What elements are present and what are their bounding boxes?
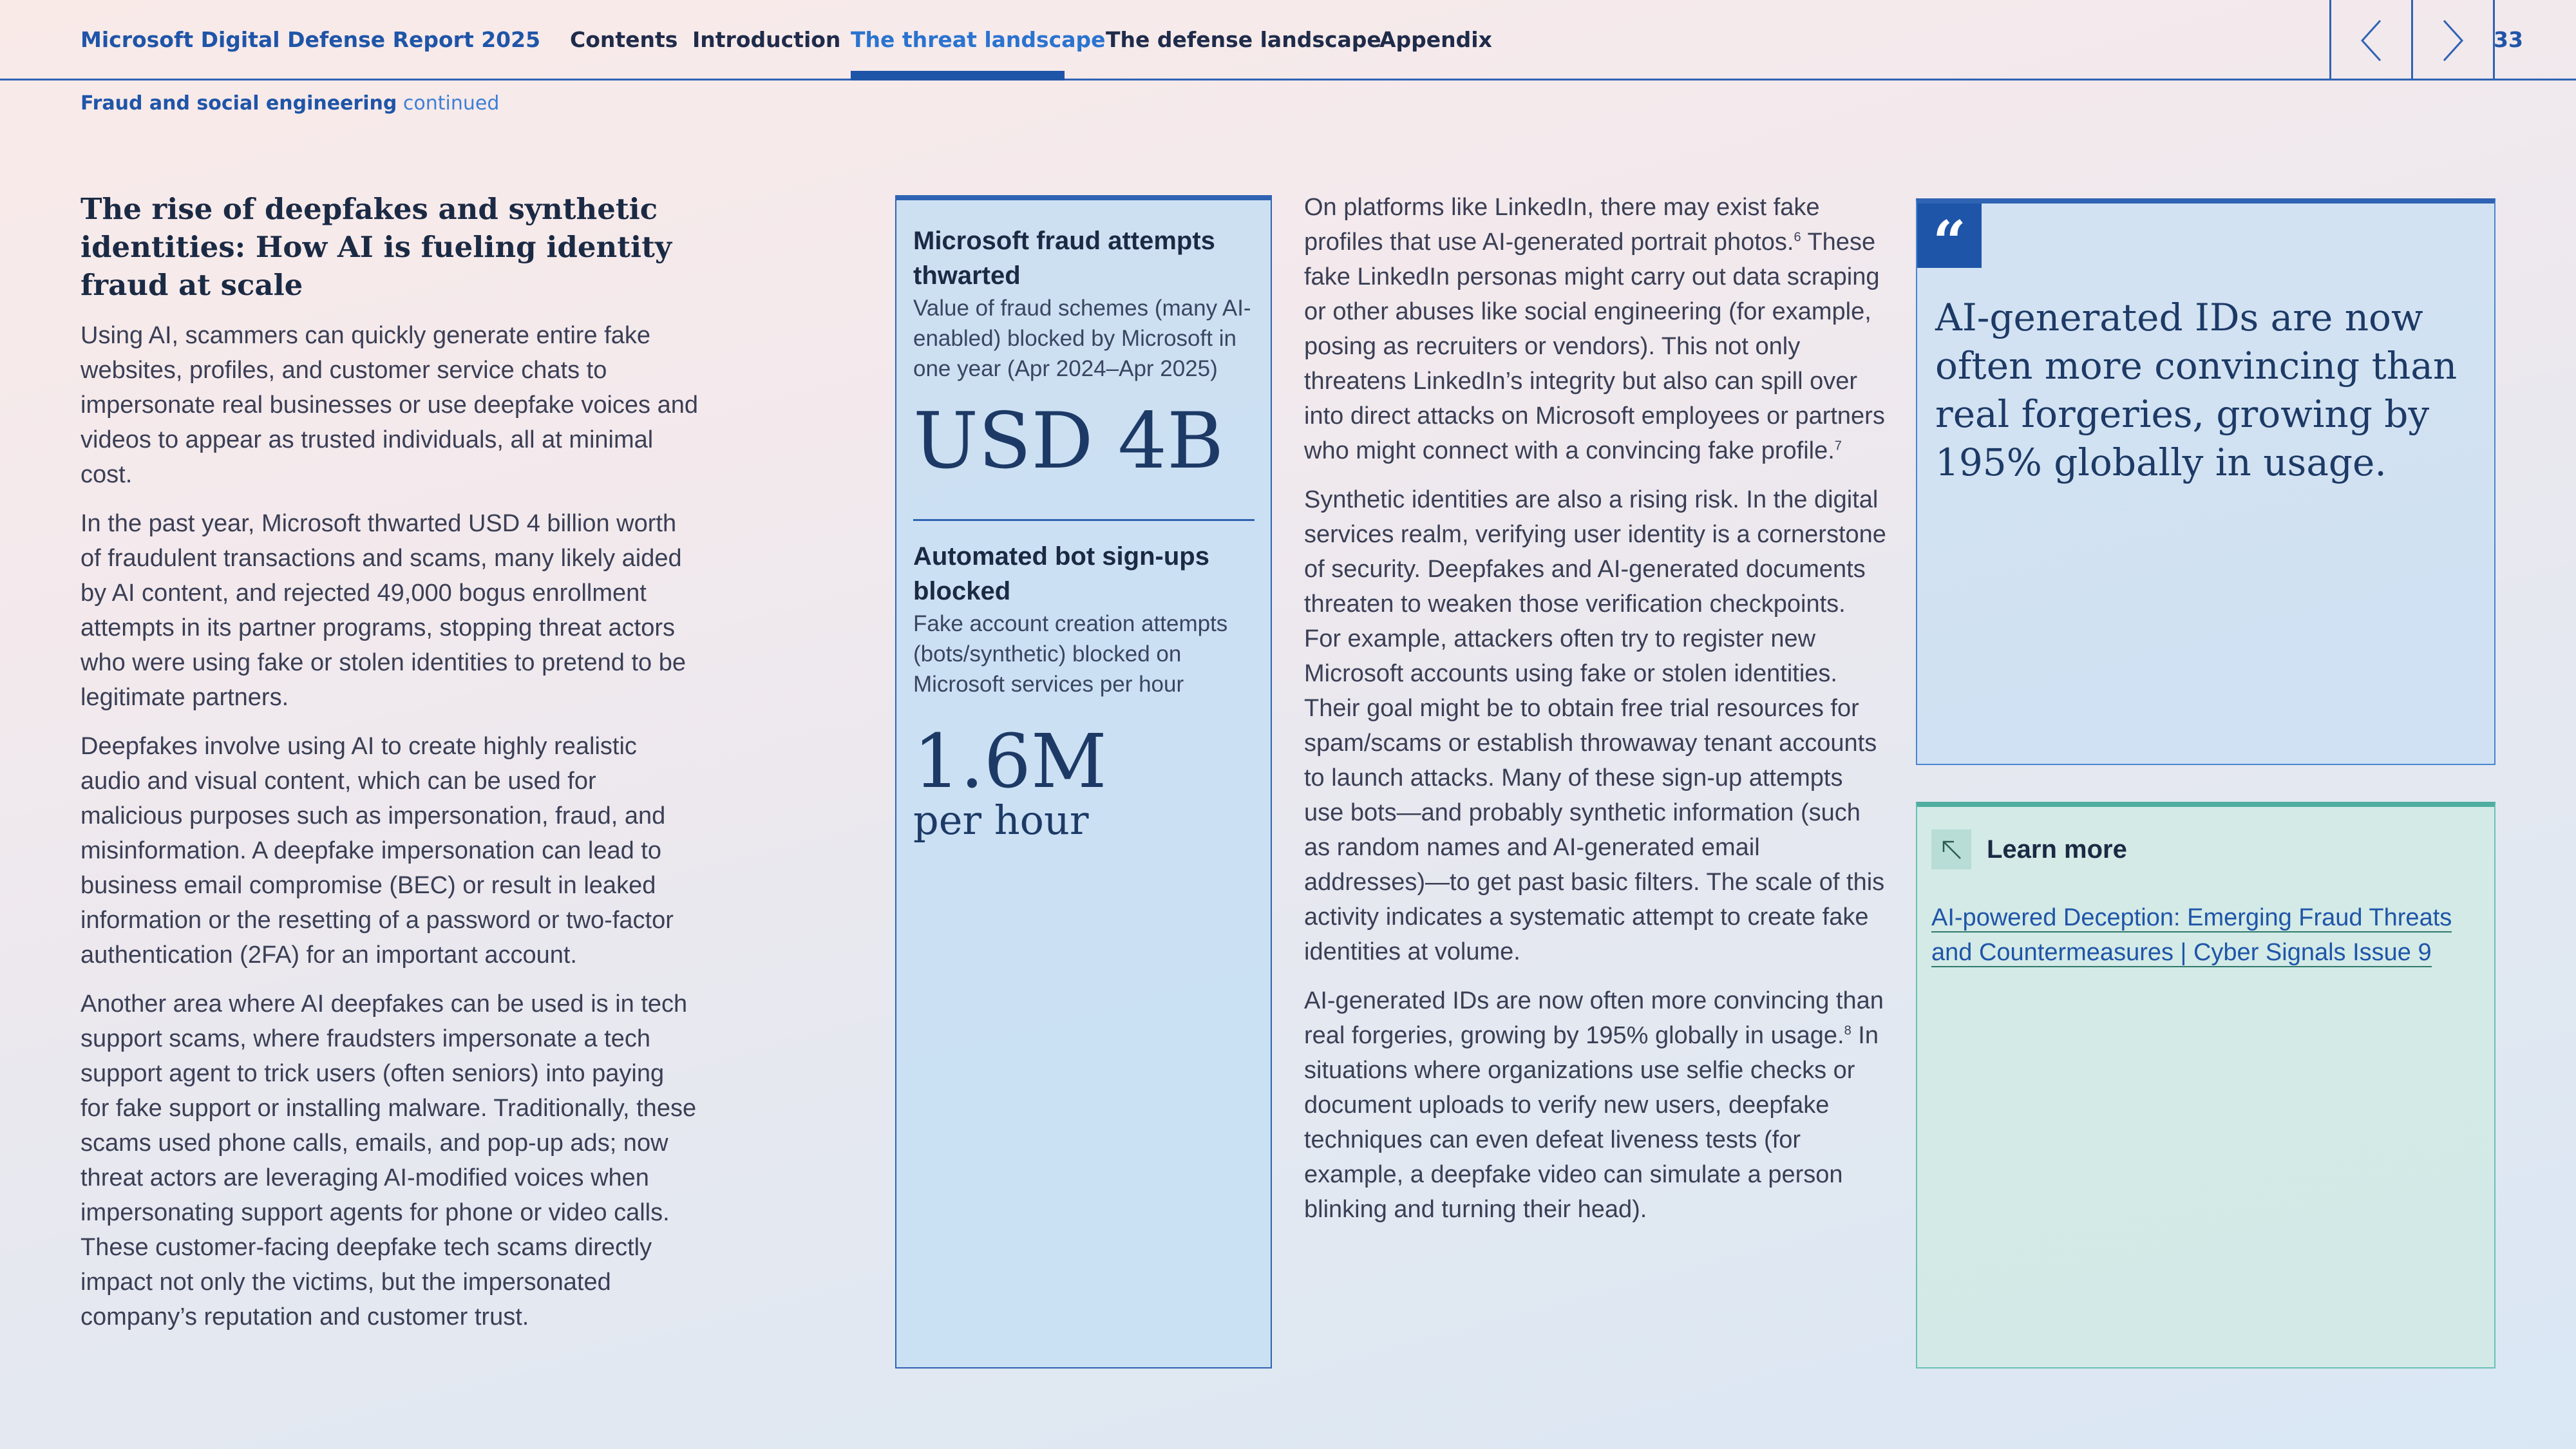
report-title[interactable]: Microsoft Digital Defense Report 2025: [80, 27, 541, 52]
middle-column: [1304, 190, 1887, 1227]
footnote-ref[interactable]: 6: [1794, 230, 1801, 245]
paragraph: Using AI, scammers can quickly generate entire fake websites, profiles, and customer service chats to impersonate real businesses or use deepfake voices and videos to appear as trusted individuals, all at minimal cost.: [80, 322, 699, 488]
next-page-button[interactable]: [2411, 0, 2493, 80]
learn-more-link[interactable]: [1931, 900, 2472, 970]
stat-fraud-title: Microsoft fraud attempts thwarted: [913, 227, 1215, 290]
section-breadcrumb: [80, 92, 499, 115]
nav-threat-landscape[interactable]: The threat landscape: [851, 27, 1106, 52]
paragraph: Another area where AI deepfakes can be used is in tech support scams, where fraudsters impersonate a tech support agent to trick users (often seniors) into paying for fake support or installing malware. Traditionally, these scams used phone calls, emails, and pop-up ads; now threat actors are leveraging AI-modified voices when impersonating support agents for phone or video calls. These customer-facing deepfake tech scams directly impact not only the victims, but the impersonated company’s reputation and customer trust.: [80, 990, 697, 1331]
stat-bot-value: 1.6M: [913, 719, 1107, 805]
section-suffix: continued: [402, 92, 500, 115]
top-navigation-bar: [0, 0, 2576, 80]
nav-appendix[interactable]: Appendix: [1379, 27, 1492, 52]
paragraph-text: AI-generated IDs are now often more convincing than real forgeries, growing by 195% globally in usage.: [1304, 987, 1884, 1049]
nav-contents[interactable]: Contents: [570, 27, 678, 52]
learn-more-link-text[interactable]: AI-powered Deception: Emerging Fraud Threats and Countermeasures | Cyber Signals Issue 9: [1931, 904, 2452, 966]
chevron-left-icon: [2358, 18, 2384, 63]
pull-quote: [1916, 198, 2496, 765]
left-column: [80, 190, 699, 1334]
article-headline: The rise of deepfakes and synthetic identities: How AI is fueling identity fraud at scale: [80, 192, 672, 302]
stat-bot-description: Fake account creation attempts (bots/synthetic) blocked on Microsoft services per hour: [913, 611, 1228, 697]
paragraph-text: These fake LinkedIn personas might carry out data scraping or other abuses like social engineering (for example, posing as recruiters or vendors). This not only threatens LinkedIn’s integrity but also can spill over into direct attacks on Microsoft employees or partners who might connect with a convincing fake profile.: [1304, 229, 1885, 464]
stat-bot-unit: per hour: [913, 797, 1089, 844]
nav-defense-landscape[interactable]: The defense landscape: [1106, 27, 1381, 52]
chevron-right-icon: [2440, 18, 2466, 63]
paragraph: In the past year, Microsoft thwarted USD 4 billion worth of fraudulent transactions and scams, many likely aided by AI content, and rejected 49,000 bogus enrollment attempts in its partner programs, stopping threat actors who were using fake or stolen identities to pretend to be legitimate partners.: [80, 510, 687, 711]
footnote-ref[interactable]: 8: [1844, 1023, 1852, 1038]
footnote-ref[interactable]: 7: [1834, 439, 1842, 453]
stats-callout: [895, 195, 1272, 1368]
paragraph: [1304, 190, 1887, 468]
paragraph: Synthetic identities are also a rising risk. In the digital services realm, verifying user identity is a cornerstone of security. Deepfakes and AI-generated documents threaten to weaken those verification checkpoints. For example, attackers often try to register new Microsoft accounts using fake or stolen identities. Their goal might be to obtain free trial resources for spam/scams or establish throwaway tenant accounts to launch attacks. Many of these sign-up attempts use bots—and probably synthetic information (such as random names and AI-generated email addresses)—to get past basic filters. The scale of this activity indicates a systematic attempt to create fake identities at volume.: [1304, 486, 1886, 965]
quote-icon: “: [1917, 204, 1982, 268]
learn-more-title: Learn more: [1987, 835, 2127, 864]
stat-divider: [913, 519, 1255, 521]
previous-page-button[interactable]: [2329, 0, 2411, 80]
page-number: 33: [2494, 27, 2523, 52]
section-name: Fraud and social engineering: [80, 92, 397, 115]
learn-more-panel: [1916, 802, 2496, 1368]
paragraph-text: On platforms like LinkedIn, there may exist fake profiles that use AI-generated portrait photos.: [1304, 194, 1820, 256]
active-nav-indicator: [851, 71, 1065, 80]
stat-fraud-description: Value of fraud schemes (many AI-enabled) blocked by Microsoft in one year (Apr 2024–Apr 2025): [913, 296, 1251, 381]
stat-fraud-value: USD 4B: [913, 397, 1224, 486]
paragraph: [1304, 983, 1887, 1227]
paragraph-text: In situations where organizations use selfie checks or document uploads to verify new users, deepfake techniques can even defeat liveness tests (for example, a deepfake video can simulate a person blinking and turning their head).: [1304, 1022, 1879, 1223]
paragraph: Deepfakes involve using AI to create highly realistic audio and visual content, which can be used for malicious purposes such as impersonation, fraud, and misinformation. A deepfake impersonation can lead to business email compromise (BEC) or result in leaked information or the resetting of a password or two-factor authentication (2FA) for an important account.: [80, 733, 674, 969]
nav-introduction[interactable]: Introduction: [692, 27, 841, 52]
arrow-up-left-icon: [1931, 829, 1971, 869]
stat-bot-title: Automated bot sign-ups blocked: [913, 542, 1209, 605]
quote-text: AI-generated IDs are now often more convincing than real forgeries, growing by 195% globally in usage.: [1935, 296, 2458, 484]
